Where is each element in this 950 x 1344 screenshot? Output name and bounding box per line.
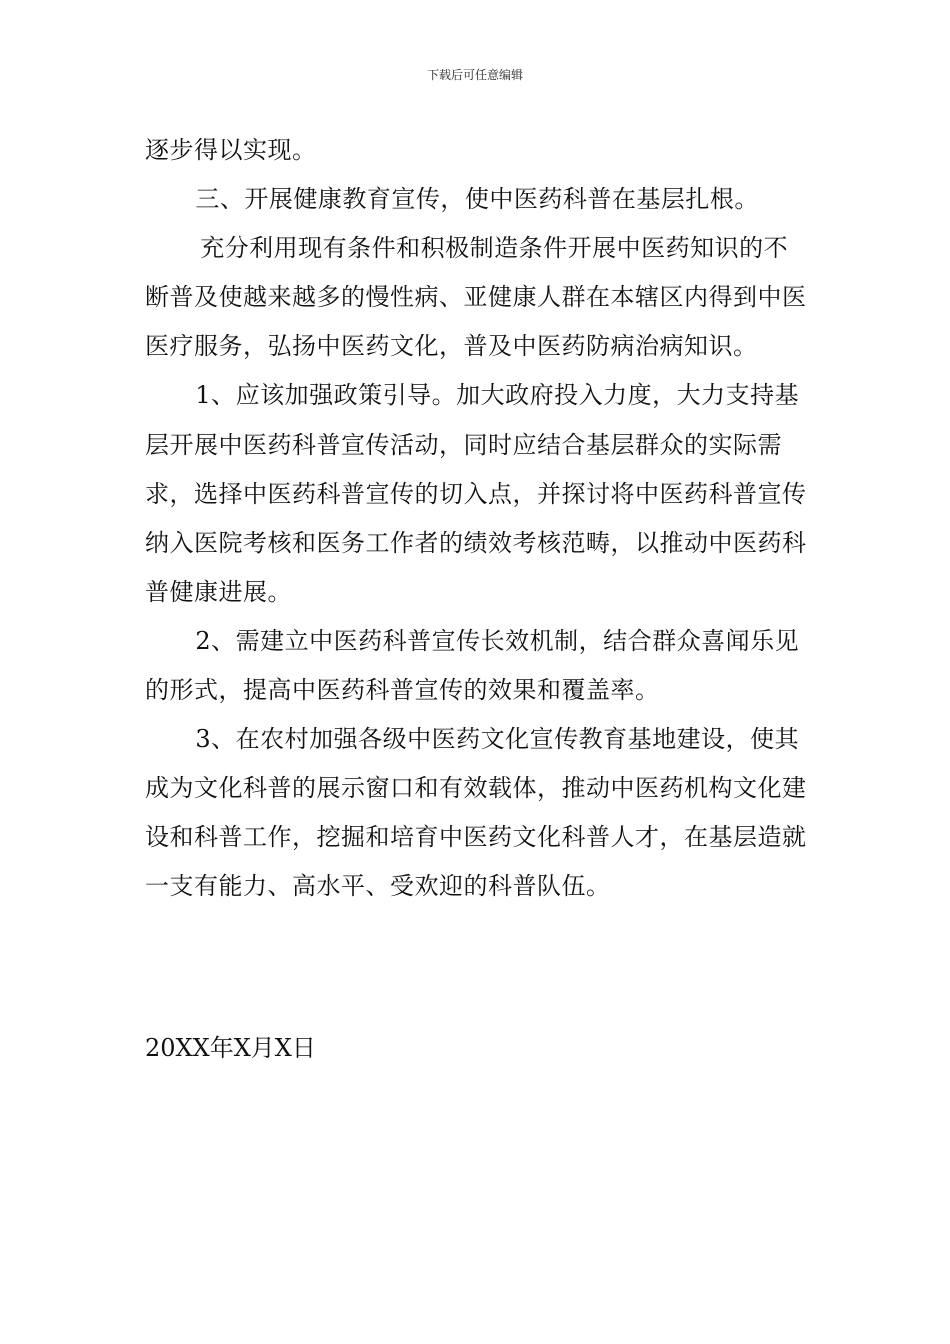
paragraph-point-2: 2、需建立中医药科普宣传长效机制，结合群众喜闻乐见的形式，提高中医药科普宣传的效果和覆盖率。 — [145, 626, 800, 705]
document-date: 20XX年X月X日 — [145, 1034, 316, 1062]
paragraph-health-education: 充分利用现有条件和积极制造条件开展中医药知识的不断普及使越来越多的慢性病、亚健康人群在本辖区内得到中医医疗服务，弘扬中医药文化，普及中医药防病治病知识。 — [145, 234, 807, 361]
document-body — [145, 126, 810, 912]
section-heading-three: 三、开展健康教育宣传，使中医药科普在基层扎根。 — [195, 185, 759, 214]
paragraph-point-1: 1、应该加强政策引导。加大政府投入力度，大力支持基层开展中医药科普宣传活动，同时应结合基层群众的实际需求，选择中医药科普宣传的切入点，并探讨将中医药科普宣传纳入医院考核和医务工作者的绩效考核范畴，以推动中医药科普健康进展。 — [145, 381, 807, 606]
page-header-note: 下载后可任意编辑 — [426, 68, 523, 82]
paragraph-point-3: 3、在农村加强各级中医药文化宣传教育基地建设，使其成为文化科普的展示窗口和有效载体，推动中医药机构文化建设和科普工作，挖掘和培育中医药文化科普人才，在基层造就一支有能力、高水平、受欢迎的科普队伍。 — [145, 725, 807, 901]
paragraph-continuation: 逐步得以实现。 — [145, 136, 317, 164]
